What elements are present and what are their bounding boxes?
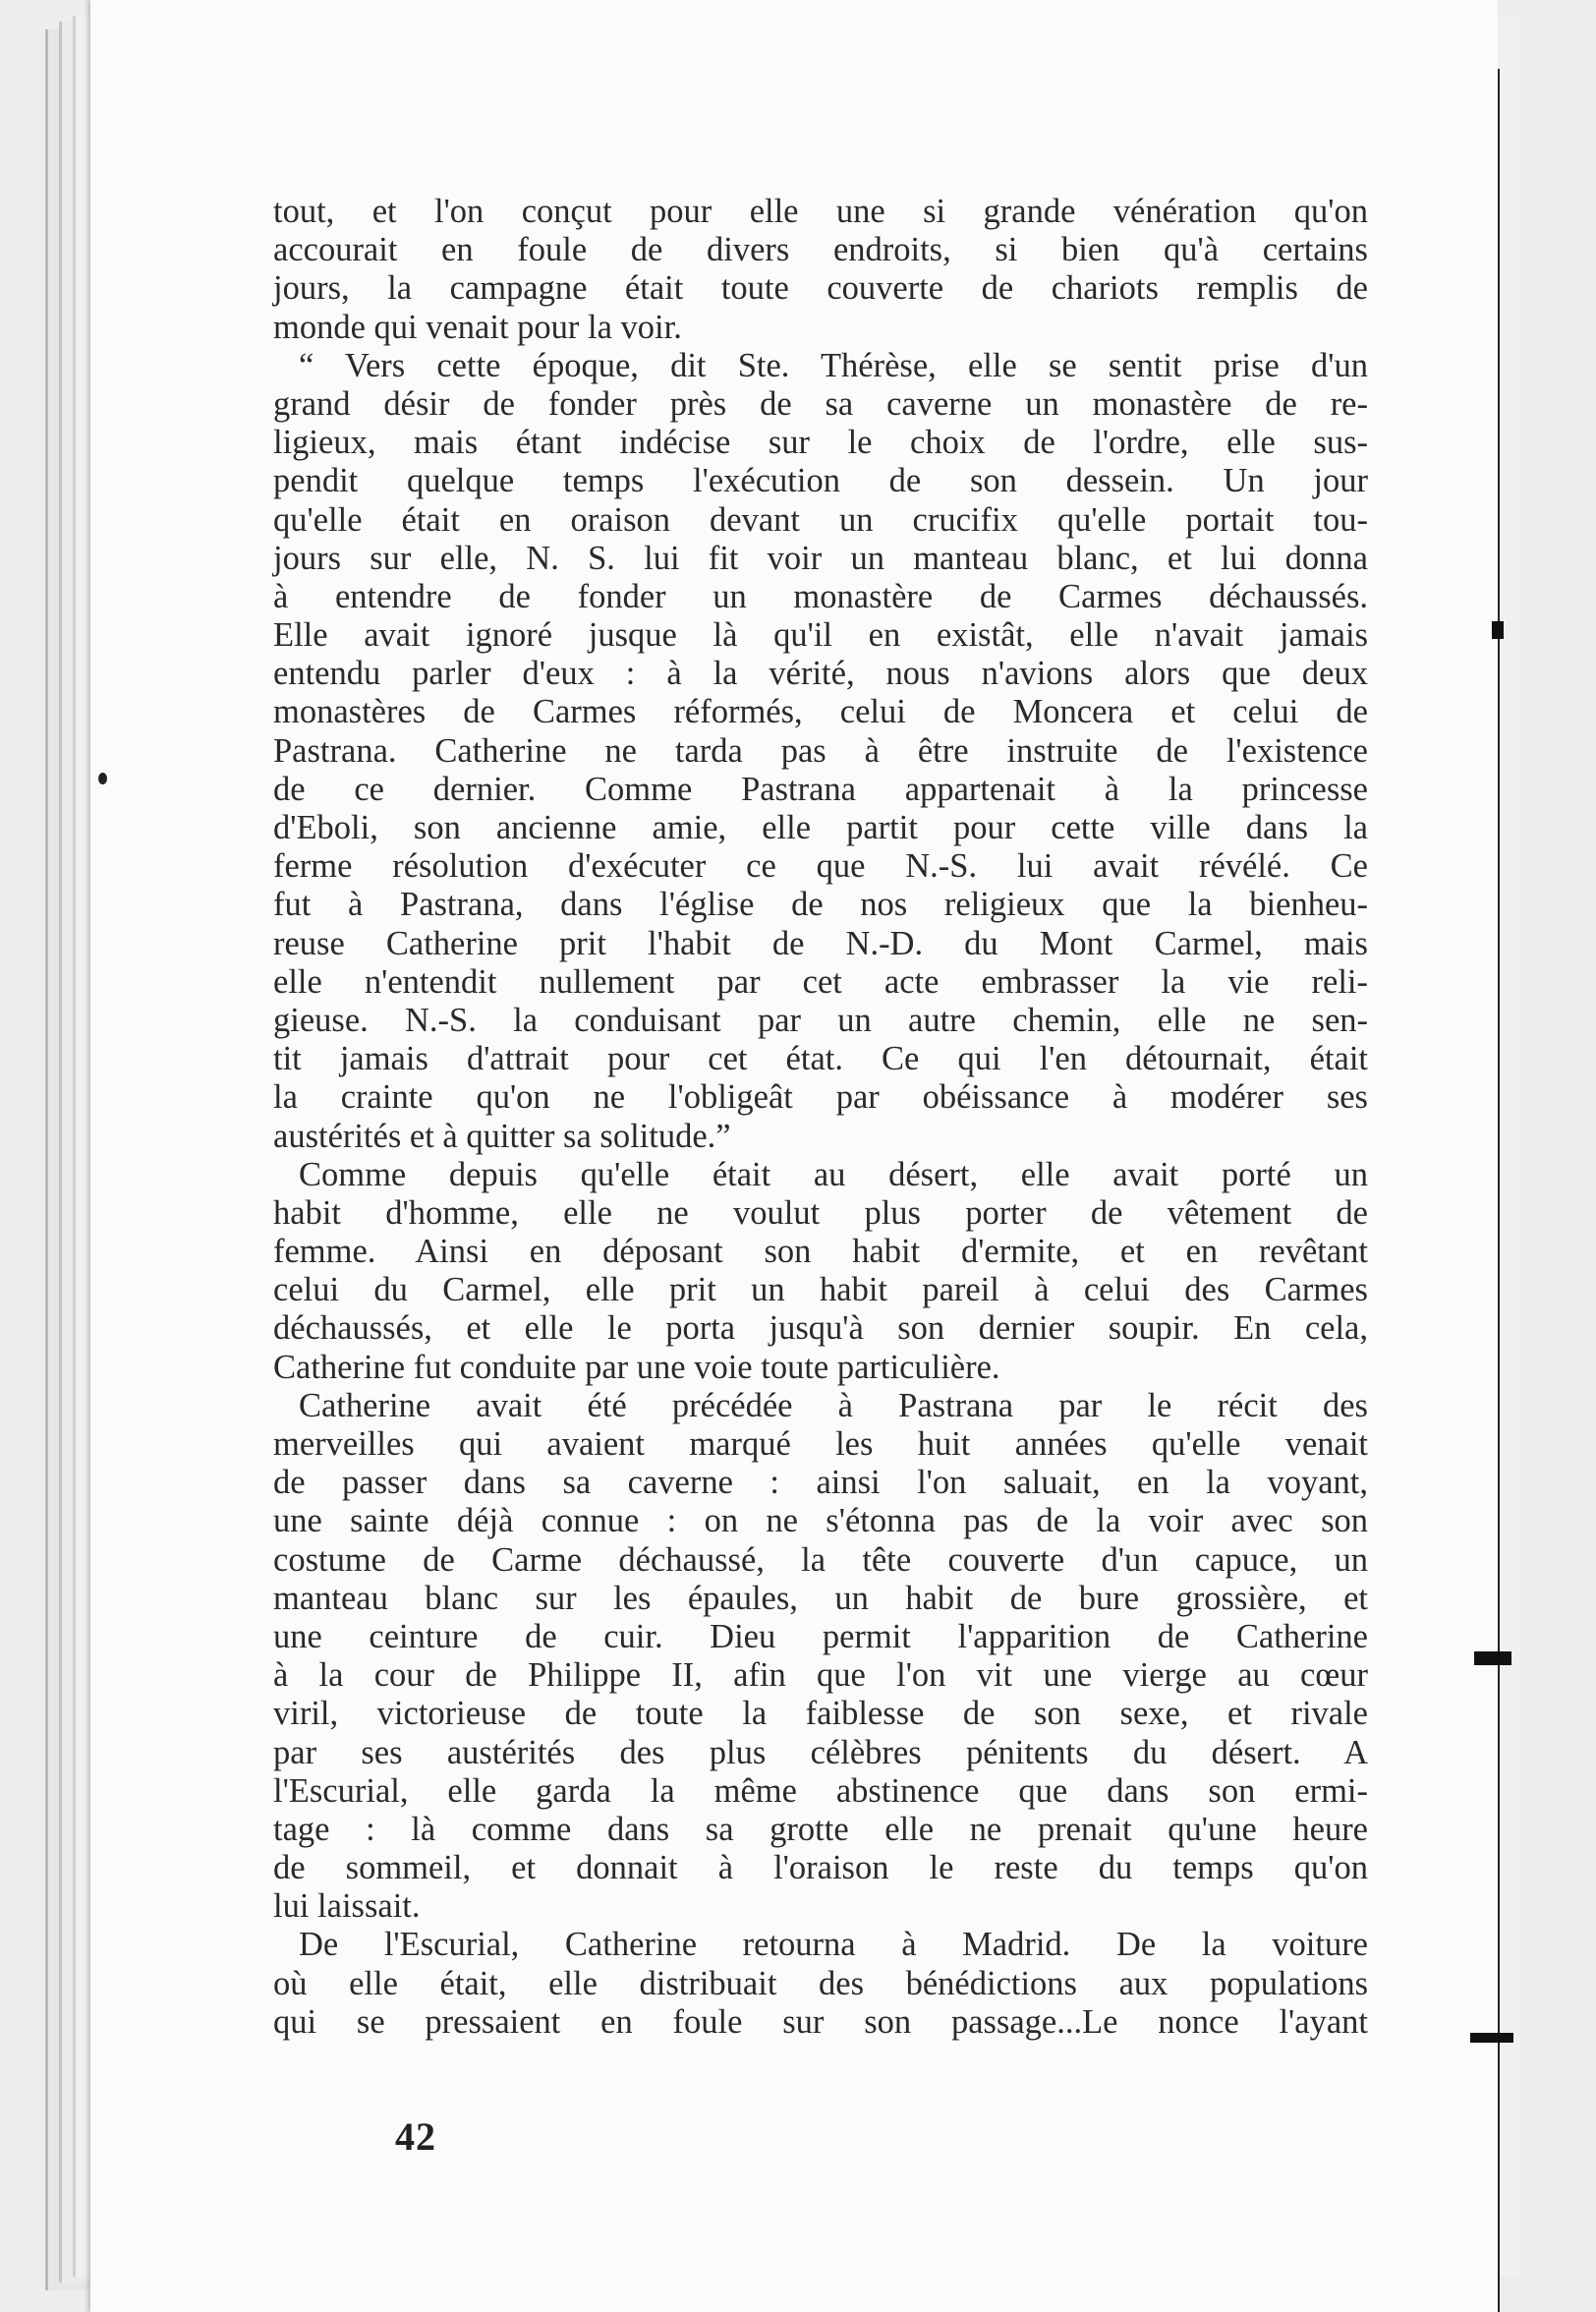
- body-text: [273, 193, 1368, 2042]
- text-line: d'Eboli, son ancienne amie, elle partit pour cette ville dans la: [273, 809, 1368, 846]
- text-line: jours sur elle, N. S. lui fit voir un manteau blanc, et lui donna: [273, 539, 1368, 577]
- text-line: fut à Pastrana, dans l'église de nos religieux que la bienheu-: [273, 886, 1368, 924]
- text-line: De l'Escurial, Catherine retourna à Madrid. De la voiture: [299, 1926, 1368, 1964]
- text-line: qui se pressaient en foule sur son passage...Le nonce l'ayant: [273, 2002, 1368, 2041]
- margin-speck: [98, 773, 107, 784]
- text-line: ligieux, mais étant indécise sur le choix de l'ordre, elle sus-: [273, 424, 1368, 462]
- text-line: viril, victorieuse de toute la faiblesse de son sexe, et rivale: [273, 1695, 1368, 1733]
- text-line: Comme depuis qu'elle était au désert, elle avait porté un: [299, 1155, 1368, 1193]
- text-line: ferme résolution d'exécuter ce que N.-S. lui avait révélé. Ce: [273, 847, 1368, 886]
- edge-mark: [1470, 2033, 1513, 2043]
- page-gutter-edge: [1498, 69, 1500, 2312]
- text-line: accourait en foule de divers endroits, si bien qu'à certains: [273, 231, 1368, 269]
- page-number: 42: [395, 2114, 436, 2159]
- text-line: où elle était, elle distribuait des bénédictions aux populations: [273, 1964, 1368, 2002]
- text-line: par ses austérités des plus célèbres pénitents du désert. A: [273, 1733, 1368, 1771]
- edge-mark: [1474, 1651, 1511, 1665]
- text-line: entendu parler d'eux : à la vérité, nous n'avions alors que deux: [273, 655, 1368, 693]
- text-line: monde qui venait pour la voir.: [273, 308, 682, 346]
- text-line: déchaussés, et elle le porta jusqu'à son dernier soupir. En cela,: [273, 1309, 1368, 1348]
- edge-mark: [1492, 621, 1504, 639]
- text-line: manteau blanc sur les épaules, un habit de bure grossière, et: [273, 1579, 1368, 1617]
- text-line: qu'elle était en oraison devant un crucifix qu'elle portait tou-: [273, 500, 1368, 539]
- text-line: une ceinture de cuir. Dieu permit l'apparition de Catherine: [273, 1617, 1368, 1655]
- text-line: femme. Ainsi en déposant son habit d'ermite, et en revêtant: [273, 1233, 1368, 1271]
- text-line: de ce dernier. Comme Pastrana appartenait à la princesse: [273, 770, 1368, 808]
- text-line: reuse Catherine prit l'habit de N.-D. du Mont Carmel, mais: [273, 924, 1368, 962]
- text-line: gieuse. N.-S. la conduisant par un autre chemin, elle ne sen-: [273, 1001, 1368, 1039]
- text-line: merveilles qui avaient marqué les huit années qu'elle venait: [273, 1425, 1368, 1463]
- text-line: celui du Carmel, elle prit un habit pareil à celui des Carmes: [273, 1271, 1368, 1309]
- text-line: une sainte déjà connue : on ne s'étonna pas de la voir avec son: [273, 1502, 1368, 1540]
- text-line: lui laissait.: [273, 1887, 421, 1926]
- text-line: elle n'entendit nullement par cet acte embrasser la vie reli-: [273, 962, 1368, 1001]
- text-line: Pastrana. Catherine ne tarda pas à être instruite de l'existence: [273, 731, 1368, 770]
- text-line: grand désir de fonder près de sa caverne un monastère de re-: [273, 384, 1368, 423]
- text-line: costume de Carme déchaussé, la tête couverte d'un capuce, un: [273, 1540, 1368, 1579]
- text-line: Catherine avait été précédée à Pastrana par le récit des: [299, 1386, 1368, 1424]
- text-line: “ Vers cette époque, dit Ste. Thérèse, elle se sentit prise d'un: [299, 346, 1368, 384]
- text-line: la crainte qu'on ne l'obligeât par obéissance à modérer ses: [273, 1078, 1368, 1117]
- text-line: tage : là comme dans sa grotte elle ne prenait qu'une heure: [273, 1810, 1368, 1848]
- text-line: à entendre de fonder un monastère de Carmes déchaussés.: [273, 577, 1368, 615]
- text-line: tit jamais d'attrait pour cet état. Ce qui l'en détournait, était: [273, 1040, 1368, 1078]
- text-line: Catherine fut conduite par une voie toute particulière.: [273, 1348, 1000, 1386]
- text-line: austérités et à quitter sa solitude.”: [273, 1117, 731, 1155]
- text-line: l'Escurial, elle garda la même abstinence que dans son ermi-: [273, 1771, 1368, 1810]
- text-line: Elle avait ignoré jusque là qu'il en existât, elle n'avait jamais: [273, 616, 1368, 655]
- text-line: habit d'homme, elle ne voulut plus porter de vêtement de: [273, 1193, 1368, 1232]
- text-line: de sommeil, et donnait à l'oraison le reste du temps qu'on: [273, 1849, 1368, 1887]
- text-line: tout, et l'on conçut pour elle une si grande vénération qu'on: [273, 193, 1368, 230]
- text-line: monastères de Carmes réformés, celui de Moncera et celui de: [273, 693, 1368, 731]
- text-line: pendit quelque temps l'exécution de son dessein. Un jour: [273, 462, 1368, 500]
- text-line: de passer dans sa caverne : ainsi l'on saluait, en la voyant,: [273, 1464, 1368, 1502]
- text-line: à la cour de Philippe II, afin que l'on vit une vierge au cœur: [273, 1656, 1368, 1695]
- text-line: jours, la campagne était toute couverte de chariots remplis de: [273, 269, 1368, 308]
